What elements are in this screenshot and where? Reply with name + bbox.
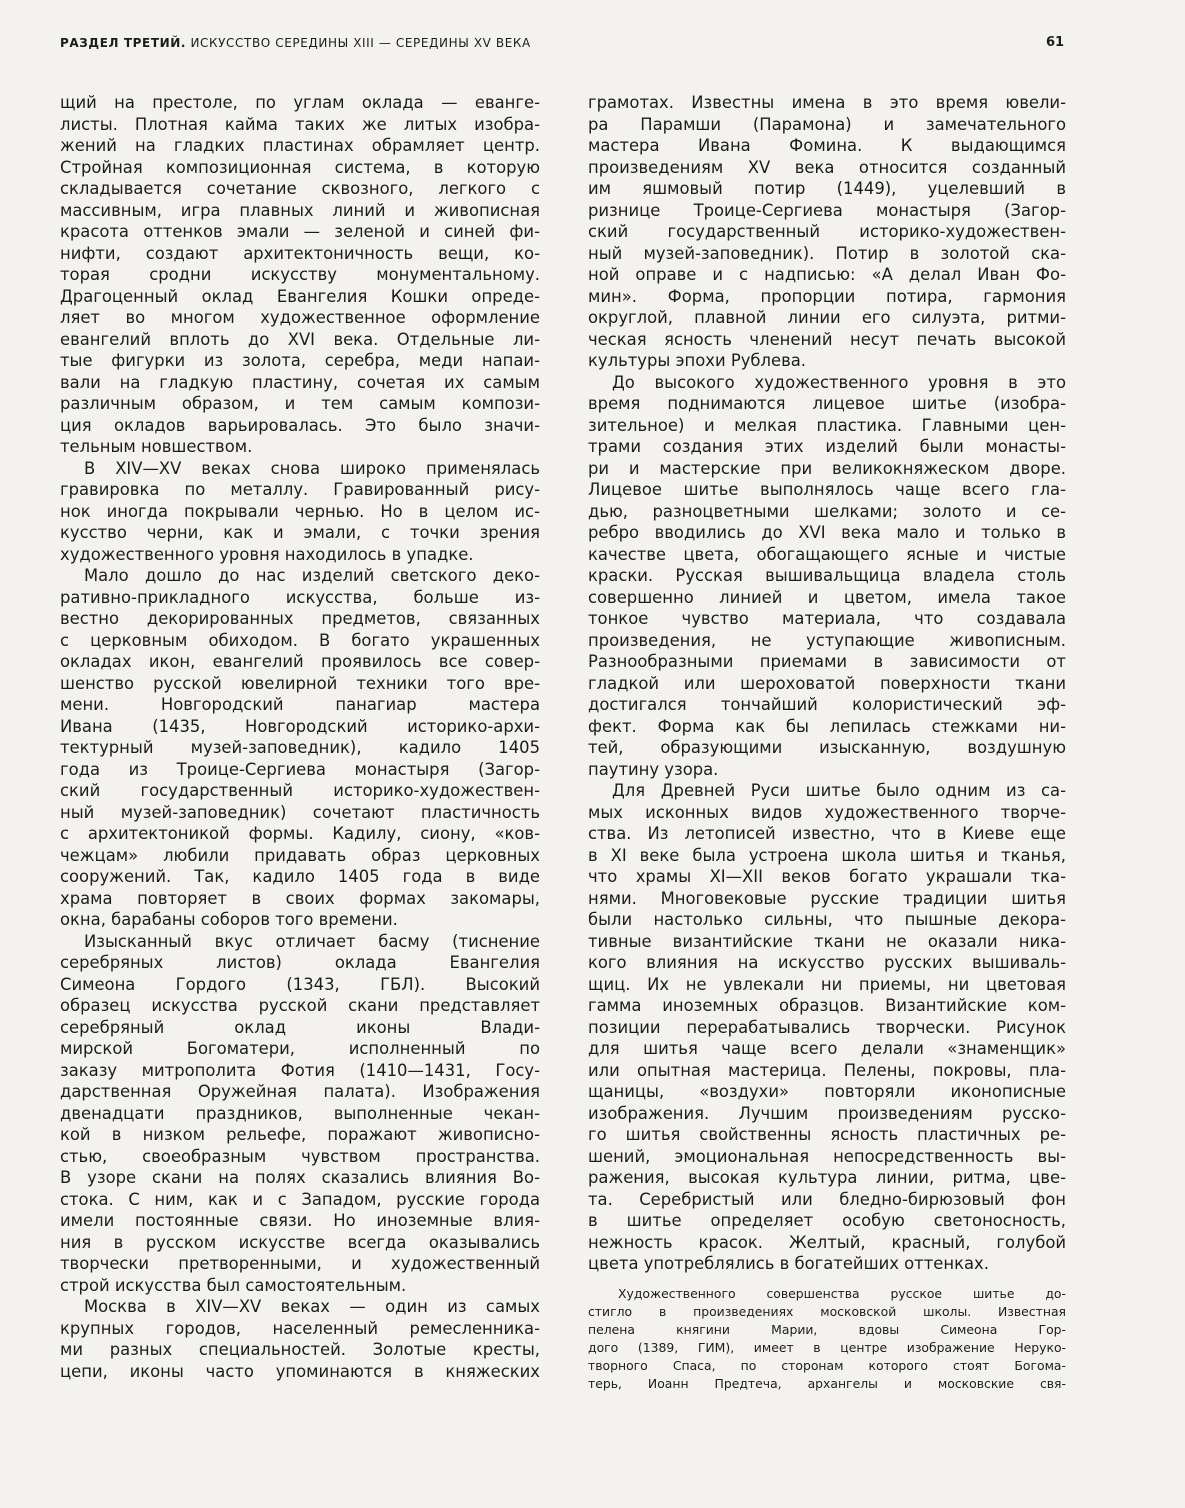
text-line: До высокого художественного уровня в это bbox=[612, 372, 1066, 392]
running-head-section: РАЗДЕЛ ТРЕТИЙ. bbox=[60, 36, 187, 50]
text-line: ный музей-заповедник) сочетают пластичность bbox=[60, 802, 540, 822]
text-line: щиц. Их не увлекали ни приемы, ни цветовая bbox=[588, 974, 1066, 994]
text-line: время поднимаются лицевое шитье (изобра- bbox=[588, 394, 1066, 413]
caption-line: стигло в произведениях московской школы. Известная bbox=[588, 1303, 1066, 1319]
text-line: художественного уровня находилось в упадке. bbox=[60, 544, 474, 564]
text-line: ция окладов варьировалась. Это было значи- bbox=[60, 415, 540, 435]
text-line: мирской Богоматери, исполненный по bbox=[60, 1039, 540, 1058]
text-line: храма повторяет в своих формах закомары, bbox=[60, 888, 540, 908]
text-line: окна, барабаны соборов того времени. bbox=[60, 910, 398, 929]
text-line: мени. Новгородский панагиар мастера bbox=[60, 695, 540, 714]
text-line: в XI веке была устроена школа шитья и тканья, bbox=[588, 845, 1066, 865]
caption-line: Художественного совершенства русское шитье до- bbox=[618, 1285, 1066, 1301]
text-line: ной оправе и с надписью: «А делал Иван Фо- bbox=[588, 265, 1066, 284]
text-line: стью, своеобразным чувством пространства. bbox=[60, 1146, 540, 1166]
text-line: культуры эпохи Рублева. bbox=[588, 351, 807, 370]
text-line: качестве цвета, обогащающего ясные и чистые bbox=[588, 544, 1066, 564]
text-line: вали на гладкую пластину, сочетая их самым bbox=[60, 372, 540, 392]
text-line: имели постоянные связи. Но иноземные влия- bbox=[60, 1211, 540, 1230]
text-line: строй искусства был самостоятельным. bbox=[60, 1275, 407, 1295]
right-column bbox=[588, 92, 1066, 1393]
text-line: листы. Плотная кайма таких же литых изобра- bbox=[60, 114, 540, 134]
text-line: ный музей-заповедник). Потир в золотой ска- bbox=[588, 243, 1066, 263]
text-line: округлой, плавной линии его силуэта, ритми- bbox=[588, 308, 1066, 327]
text-line: тельным новшеством. bbox=[60, 437, 253, 456]
text-line: цепи, иконы часто упоминаются в княжеских bbox=[60, 1361, 540, 1381]
text-line: образец искусства русской скани представляет bbox=[60, 996, 540, 1015]
text-line: для шитья чаще всего делали «знаменщик» bbox=[588, 1039, 1066, 1058]
text-line: ния в русском искусстве всегда оказывались bbox=[60, 1232, 540, 1252]
right-column-text bbox=[588, 92, 1066, 1275]
text-line: крупных городов, населенный ремесленника- bbox=[60, 1318, 540, 1338]
text-line: трами создания этих изделий были монасты- bbox=[588, 437, 1066, 456]
text-line: тектурный музей-заповедник), кадило 1405 bbox=[60, 738, 540, 757]
text-line: сооружений. Так, кадило 1405 года в виде bbox=[60, 867, 540, 886]
text-line: тивные византийские ткани не оказали ника- bbox=[588, 931, 1066, 951]
text-line: Для Древней Руси шитье было одним из са- bbox=[612, 781, 1066, 800]
text-line: гладкой или шероховатой поверхности ткани bbox=[588, 673, 1066, 693]
text-line: ми разных специальностей. Золотые кресты, bbox=[60, 1340, 540, 1359]
text-line: кусство черни, как и эмали, с точки зрения bbox=[60, 523, 540, 542]
text-line: ративно-прикладного искусства, больше из- bbox=[60, 587, 540, 607]
text-line: Москва в XIV—XV веках — один из самых bbox=[84, 1297, 540, 1316]
caption-line: терь, Иоанн Предтеча, архангелы и московские свя- bbox=[588, 1375, 1066, 1391]
text-line: Мало дошло до нас изделий светского деко- bbox=[84, 566, 540, 585]
text-line: жений на гладких пластинах обрамляет центр. bbox=[60, 136, 540, 155]
text-line: ства. Из летописей известно, что в Киеве еще bbox=[588, 824, 1066, 843]
text-line: щий на престоле, по углам оклада — еванге- bbox=[60, 93, 540, 112]
text-line: Ивана (1435, Новгородский историко-архи- bbox=[60, 716, 540, 736]
left-column bbox=[60, 92, 540, 1382]
text-line: Лицевое шитье выполнялось чаще всего гла- bbox=[588, 480, 1066, 499]
text-line: были настолько сильны, что пышные декора- bbox=[588, 910, 1066, 929]
text-line: ский государственный историко-художествен- bbox=[60, 781, 540, 800]
caption-line: дого (1389, ГИМ), имеет в центре изображение Неруко- bbox=[588, 1339, 1066, 1355]
page-number: 61 bbox=[1046, 35, 1065, 50]
text-line: изображения. Лучшим произведениям русско- bbox=[588, 1103, 1066, 1123]
text-line: краски. Русская вышивальщица владела столь bbox=[588, 566, 1066, 585]
text-line: ризнице Троице-Сергиева монастыря (Загор- bbox=[588, 200, 1066, 220]
text-line: зительное) и мелкая пластика. Главными цен- bbox=[588, 415, 1066, 435]
text-line: произведениям XV века относится созданный bbox=[588, 157, 1066, 177]
text-line: ребро вводились до XVI века мало и только в bbox=[588, 523, 1066, 542]
running-head-title: ИСКУССТВО СЕРЕДИНЫ XIII — СЕРЕДИНЫ XV ВЕКА bbox=[190, 36, 531, 50]
text-line: Драгоценный оклад Евангелия Кошки опреде- bbox=[60, 286, 540, 306]
text-line: ри и мастерские при великокняжеском дворе. bbox=[588, 458, 1066, 478]
text-line: творчески претворенными, и художественный bbox=[60, 1254, 540, 1273]
text-line: грамотах. Известны имена в это время ювели- bbox=[588, 93, 1066, 112]
text-line: ляет во многом художественное оформление bbox=[60, 308, 540, 327]
text-line: шенство русской ювелирной техники того вре- bbox=[60, 673, 540, 693]
text-line: нок иногда покрывали чернью. Но в целом ис- bbox=[60, 501, 540, 521]
text-line: произведения, не уступающие живописным. bbox=[588, 630, 1066, 650]
text-line: с церковным обиходом. В богато украшенных bbox=[60, 630, 540, 650]
text-line: Симеона Гордого (1343, ГБЛ). Высокий bbox=[60, 974, 540, 994]
text-line: стока. С ним, как и с Западом, русские города bbox=[60, 1189, 540, 1209]
text-line: гравировка по металлу. Гравированный рису- bbox=[60, 480, 540, 499]
text-line: шений, эмоциональная непосредственность вы- bbox=[588, 1146, 1066, 1166]
text-line: го шитья свойственны ясность пластичных ре- bbox=[588, 1125, 1066, 1144]
text-line: В узоре скани на полях сказались влияния Во- bbox=[60, 1168, 540, 1187]
text-line: ческая ясность членений несут печать высокой bbox=[588, 329, 1066, 349]
text-line: Изысканный вкус отличает басму (тиснение bbox=[84, 931, 540, 951]
text-line: щаницы, «воздухи» повторяли иконописные bbox=[588, 1082, 1066, 1101]
text-line: им яшмовый потир (1449), уцелевший в bbox=[588, 179, 1066, 198]
text-line: тей, образующими изысканную, воздушную bbox=[588, 738, 1066, 757]
text-line: мастера Ивана Фомина. К выдающимся bbox=[588, 136, 1066, 155]
text-line: ский государственный историко-художествен- bbox=[588, 222, 1066, 241]
text-line: позиции перерабатывались творчески. Рисунок bbox=[588, 1017, 1066, 1037]
text-line: двенадцати праздников, выполненные чекан- bbox=[60, 1103, 540, 1123]
text-line: та. Серебристый или бледно-бирюзовый фон bbox=[588, 1189, 1066, 1209]
text-line: В XIV—XV веках снова широко применялась bbox=[84, 458, 540, 478]
text-line: года из Троице-Сергиева монастыря (Загор- bbox=[60, 759, 540, 779]
text-line: серебряных листов) оклада Евангелия bbox=[60, 953, 540, 972]
text-line: евангелий вплоть до XVI века. Отдельные ли- bbox=[60, 329, 540, 349]
text-line: Стройная композиционная система, в которую bbox=[60, 157, 540, 177]
text-line: мых исконных видов художественного творче- bbox=[588, 802, 1066, 822]
text-line: ражения, высокая культура линии, ритма, цве- bbox=[588, 1168, 1066, 1187]
text-line: совершенно линией и цветом, имела такое bbox=[588, 587, 1066, 607]
caption-line: творного Спаса, по сторонам которого стоят Богома- bbox=[588, 1357, 1066, 1373]
text-line: дью, разноцветными шелками; золото и се- bbox=[588, 501, 1066, 521]
text-line: мин». Форма, пропорции потира, гармония bbox=[588, 286, 1066, 306]
caption-line: пелена княгини Марии, вдовы Симеона Гор- bbox=[588, 1321, 1066, 1337]
running-head bbox=[60, 36, 531, 50]
text-line: различным образом, и тем самым компози- bbox=[60, 394, 540, 413]
text-line: заказу митрополита Фотия (1410—1431, Госу- bbox=[60, 1060, 540, 1080]
text-line: тые фигурки из золота, серебра, меди напаи- bbox=[60, 351, 540, 370]
text-line: тонкое чувство материала, что создавала bbox=[588, 609, 1066, 628]
figure-caption bbox=[588, 1285, 1066, 1393]
text-line: нифти, создают архитектоничность вещи, ко- bbox=[60, 243, 540, 263]
text-line: Разнообразными приемами в зависимости от bbox=[588, 652, 1066, 671]
text-line: серебряный оклад иконы Влади- bbox=[60, 1017, 540, 1037]
text-line: красота оттенков эмали — зеленой и синей фи- bbox=[60, 222, 540, 241]
text-line: вестно декорированных предметов, связанных bbox=[60, 609, 540, 628]
text-line: достигался тончайший колористический эф- bbox=[588, 695, 1066, 714]
text-line: дарственная Оружейная палата). Изображения bbox=[60, 1082, 540, 1101]
text-line: массивным, игра плавных линий и живописная bbox=[60, 200, 540, 220]
text-line: торая сродни искусству монументальному. bbox=[60, 265, 540, 284]
text-line: паутину узора. bbox=[588, 759, 719, 779]
text-line: в шитье определяет особую светоносность, bbox=[588, 1211, 1066, 1230]
text-line: нежность красок. Желтый, красный, голубой bbox=[588, 1232, 1066, 1252]
text-line: складывается сочетание сквозного, легкого с bbox=[60, 179, 540, 198]
text-line: чежцам» любили придавать образ церковных bbox=[60, 845, 540, 865]
text-line: кой в низком рельефе, поражают живописно- bbox=[60, 1125, 540, 1144]
text-line: окладах икон, евангелий проявилось все совер- bbox=[60, 652, 540, 671]
text-line: фект. Форма как бы лепилась стежками ни- bbox=[588, 716, 1066, 736]
text-line: или опытная мастерица. Пелены, покровы, пла- bbox=[588, 1060, 1066, 1080]
text-line: кого влияния на искусство русских вышиваль- bbox=[588, 953, 1066, 972]
text-line: что храмы XI—XII веков богато украшали тка- bbox=[588, 867, 1066, 886]
text-line: нями. Многовековые русские традиции шитья bbox=[588, 888, 1066, 908]
text-line: гамма иноземных образцов. Византийские ком- bbox=[588, 996, 1066, 1015]
text-line: ра Парамши (Парамона) и замечательного bbox=[588, 114, 1066, 134]
text-line: цвета употреблялись в богатейших оттенках. bbox=[588, 1254, 989, 1273]
text-line: с архитектоникой формы. Кадилу, сиону, «ков- bbox=[60, 824, 540, 843]
